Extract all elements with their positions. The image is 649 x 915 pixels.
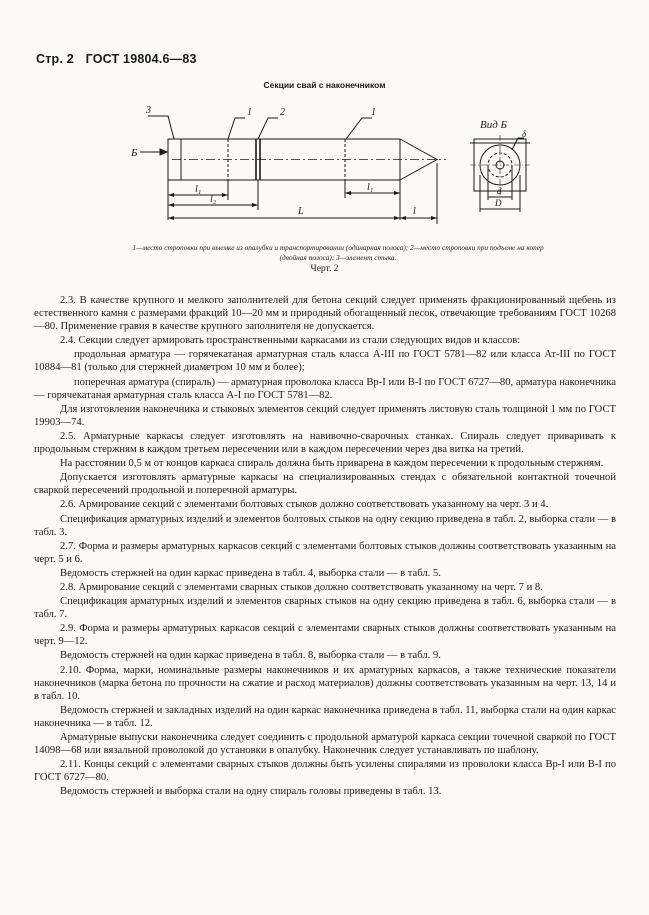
paragraph: 2.10. Форма, марки, номинальные размеры наконечников и их арматурных каркасов, а также технические показатели наконечников (марка бетона по прочности на сжатие и расход материалов) должны соответствовать указанным на черт. 13, 14 и в табл. 10. (34, 664, 616, 702)
paragraph: Спецификация арматурных изделий и элементов болтовых стыков на одну секцию приведена в табл. 2, выборка стали — в табл. 3. (34, 513, 616, 538)
standard-code: ГОСТ 19804.6—83 (85, 52, 197, 66)
figure-number: Черт. 2 (310, 264, 339, 274)
leader-1a (228, 118, 245, 139)
callout-1a: 1 (247, 107, 252, 118)
paragraph: 2.8. Армирование секций с элементами сварных стыков должно соответствовать указанному на черт. 7 и 8. (60, 581, 543, 593)
dim-l1a: l₁ (195, 184, 202, 195)
callout-1b: 1 (371, 107, 376, 118)
dim-delta: δ (522, 129, 527, 139)
paragraph: Ведомость стержней на один каркас приведена в табл. 8, выборка стали — в табл. 9. (60, 650, 441, 662)
figure-caption: 1—место строповки при выемке из опалубки и транспортировании (одинарная полоса); 2—место строповки при подъеме на копер (двойная полоса); 3—элемент стыка. (132, 243, 544, 262)
paragraph: Ведомость стержней на один каркас приведена в табл. 4, выборка стали — в табл. 5. (60, 567, 441, 579)
paragraph: поперечная арматура (спираль) — арматурная проволока класса Вр-I или В-I по ГОСТ 6727—80, арматура наконечника — горячекатаная арматурная сталь класса А-I по ГОСТ 5781—82. (34, 376, 616, 401)
paragraph: продольная арматура — горячекатаная арматурная сталь класса А-III по ГОСТ 5781—82 или класса Ат-III по ГОСТ 10884—81 (только для стержней диаметром 10 мм и более); (34, 349, 616, 374)
paragraph: Арматурные выпуски наконечника следует соединить с продольной арматурой каркаса секции точечной сваркой по ГОСТ 14098—68 или вязальной проволокой до установки в опалубку. Наконечник следует устанавливать по шаблону. (34, 732, 616, 757)
figure-title: Секции свай с наконечником (263, 80, 386, 90)
callout-2: 2 (280, 107, 285, 118)
paragraph: 2.6. Армирование секций с элементами болтовых стыков должно соответствовать указанному на черт. 3 и 4. (60, 499, 549, 511)
view-title: Вид Б (480, 119, 508, 131)
paragraph: 2.11. Концы секций с элементами сварных стыков должны быть усилены спиралями из проволоки класса Вр-I или В-I по ГОСТ 6727—80. (34, 759, 616, 784)
pile-section-drawing (0, 0, 649, 240)
leader-delta (512, 138, 524, 150)
leader-1b (346, 118, 372, 139)
paragraph: Допускается изготовлять арматурные каркасы на специализированных стендах с обязательной контактной точечной сваркой пересечений продольной и поперечной арматуры. (34, 472, 616, 497)
paragraph: 2.9. Форма и размеры арматурных каркасов секций с элементами сварных стыков должны соответствовать указанным на черт. 9—12. (34, 623, 616, 648)
view-arrow-head (160, 149, 167, 155)
dim-L: L (298, 206, 304, 217)
paragraph: Спецификация арматурных изделий и элементов сварных стыков на одну секцию приведена в табл. 6, выборка стали — в табл. 7. (34, 596, 616, 621)
paragraph: Ведомость стержней и закладных изделий на один каркас наконечника приведена в табл. 11, выборка стали на один каркас наконечника — в табл. 12. (34, 704, 616, 729)
dim-l1b: l₁ (367, 182, 374, 193)
callout-3: 3 (146, 105, 151, 116)
document-body (34, 294, 616, 799)
paragraph: Для изготовления наконечника и стыковых элементов секций следует применять листовую сталь толщиной 1 мм по ГОСТ 19903—74. (34, 403, 616, 428)
paragraph: На расстоянии 0,5 м от концов каркаса спираль должна быть приварена в каждом пересечении к продольным стержням. (60, 458, 604, 470)
dim-d: d (497, 186, 502, 196)
paragraph: 2.4. Секции следует армировать пространственными каркасами из стали следующих видов и классов: (60, 335, 521, 347)
paragraph: 2.5. Арматурные каркасы следует изготовлять на навивочно-сварочных станках. Спираль следует приваривать к продольным стержням в каждом третьем пересечении или в каждом пересечении через два витка на третий. (34, 430, 616, 456)
paragraph: 2.3. В качестве крупного и мелкого заполнителей для бетона секций следует применять фракционированный щебень из естественного камня с размерами фракций 10—20 мм и природный обогащенный песок, отвечающие требованиям ГОСТ 10268—80. Применение гравия в качестве крупного заполнителя не допускается. (34, 295, 616, 333)
dim-l2: l₂ (210, 194, 217, 205)
leader-2 (258, 118, 278, 139)
dim-D: D (495, 198, 502, 208)
page-number: Стр. 2 (36, 52, 74, 66)
leader-3 (148, 116, 174, 139)
paragraph: Ведомость стержней и выборка стали на одну спираль головы приведены в табл. 13. (60, 786, 442, 798)
section-arrow-label: Б (131, 147, 138, 159)
dim-l: l (413, 206, 416, 217)
paragraph: 2.7. Форма и размеры арматурных каркасов секций с элементами болтовых стыков должны соответствовать указанным на черт. 5 и 6. (34, 540, 616, 565)
